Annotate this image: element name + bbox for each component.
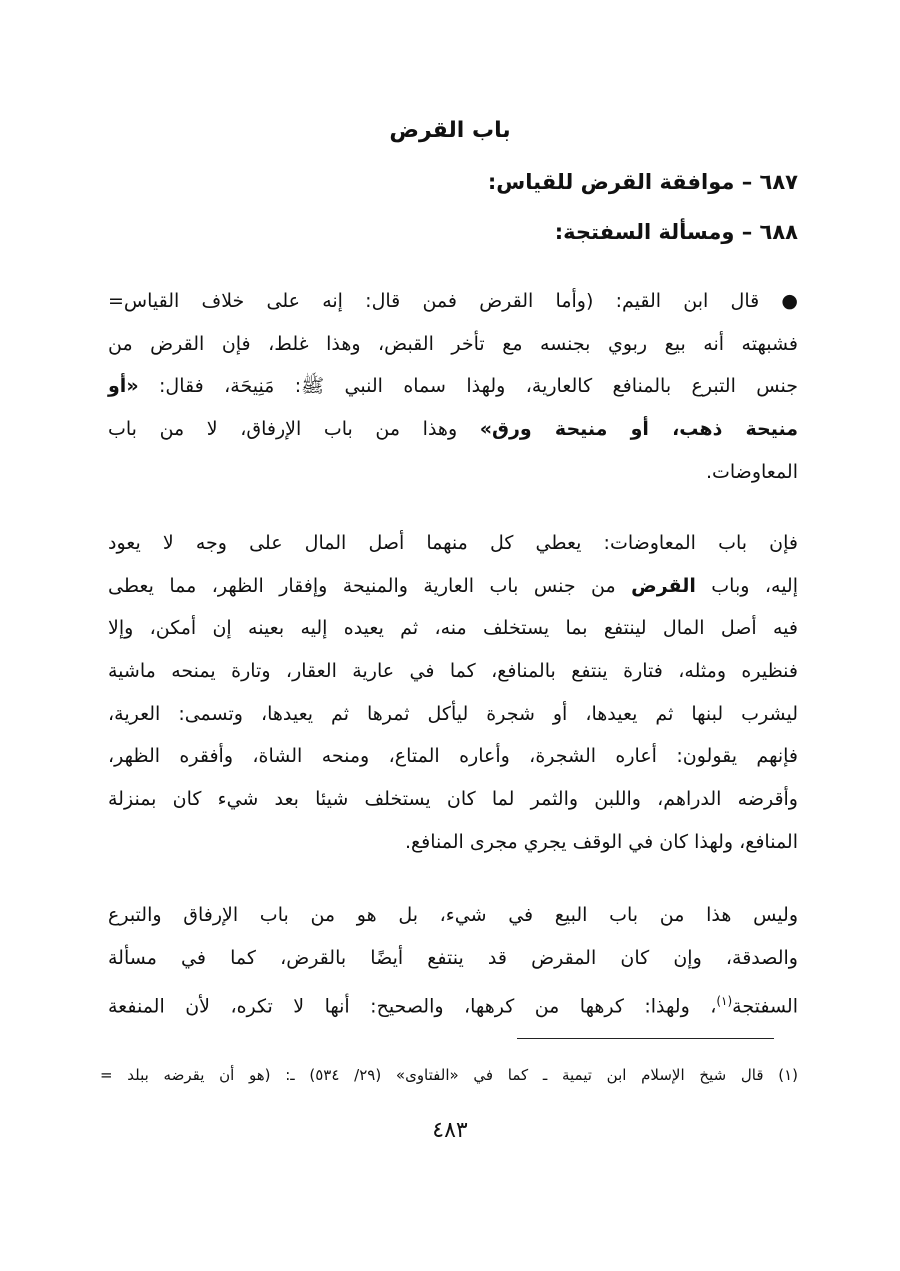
text-segment: المعاوضات. <box>705 461 798 483</box>
text-segment: ليشرب لبنها ثم يعيدها، أو شجرة ليأكل ثمرها ثم يعيدها، وتسمى: العرية، <box>108 703 798 725</box>
paragraph-2-line <box>108 528 798 558</box>
text-segment: فيه أصل المال لينتفع بما يستخلف منه، ثم يعيده إليه بعينه إن أمكن، وإلا <box>108 617 798 639</box>
paragraph-1-line <box>108 414 798 444</box>
text-segment: وأقرضه الدراهم، واللبن والثمر لما كان يستخلف شيئا بعد شيء كان بمنزلة <box>108 788 798 810</box>
paragraph-3-line <box>108 943 798 973</box>
paragraph-3-line <box>108 986 798 1021</box>
paragraph-1-line <box>108 286 798 316</box>
text-segment: ، ولهذا: كرهها من كرهها، والصحيح: أنها لا تكره، لأن المنفعة <box>108 995 717 1018</box>
paragraph-2-line <box>108 613 798 643</box>
text-segment: وليس هذا من باب البيع في شيء، بل هو من باب الإرفاق والتبرع <box>108 904 798 926</box>
section-heading-687: ٦٨٧ – موافقة القرض للقياس: <box>487 170 798 194</box>
section-heading-688: ٦٨٨ – ومسألة السفتجة: <box>554 220 798 244</box>
bold-text: منيحة ذهب، أو منيحة ورق» <box>479 418 799 440</box>
paragraph-2-line <box>108 656 798 686</box>
footnote-ref: (١) <box>716 994 733 1008</box>
text-segment: ● قال ابن القيم: (وأما القرض فمن قال: إنه على خلاف القياس= <box>108 290 798 312</box>
text-segment: المنافع، ولهذا كان في الوقف يجري مجرى المنافع. <box>404 831 798 853</box>
text-segment: فإنهم يقولون: أعاره الشجرة، وأعاره المتاع، ومنحه الشاة، وأفقره الظهر، <box>108 745 798 767</box>
page-number: ٤٨٣ <box>432 1118 468 1143</box>
text-segment: فإن باب المعاوضات: يعطي كل منهما أصل المال على وجه لا يعود <box>108 532 798 554</box>
paragraph-3-line <box>108 900 798 930</box>
paragraph-2-line <box>108 571 798 601</box>
footnote: (١) قال شيخ الإسلام ابن تيمية ـ كما في «الفتاوى» (٢٩/ ٥٣٤) ـ: (هو أن يقرضه ببلد = <box>100 1066 799 1084</box>
bold-text: القرض <box>631 575 696 597</box>
text-segment: فشبهته أنه بيع ربوي بجنسه مع تأخر القبض، وهذا غلط، فإن القرض من <box>108 333 798 355</box>
text-segment: فنظيره ومثله، فتارة ينتفع بالمنافع، كما في عارية العقار، وتارة يمنحه ماشية <box>108 660 798 682</box>
paragraph-1-line <box>108 457 798 487</box>
text-segment: إليه، وباب <box>695 575 799 597</box>
text-segment: من جنس باب العارية والمنيحة وإفقار الظهر، مما يعطى <box>108 575 632 597</box>
paragraph-1-line <box>108 329 798 359</box>
text-segment: السفتجة <box>732 995 798 1018</box>
paragraph-2-line <box>108 741 798 771</box>
paragraph-2-line <box>108 699 798 729</box>
bold-text: «أو <box>108 375 139 397</box>
text-segment: والصدقة، وإن كان المقرض قد ينتفع أيضًا بالقرض، كما في مسألة <box>108 947 798 969</box>
paragraph-2-line <box>108 827 798 857</box>
chapter-title: باب القرض <box>389 118 511 143</box>
footnote-divider <box>517 1038 774 1039</box>
text-segment: جنس التبرع بالمنافع كالعارية، ولهذا سماه النبي ﷺ: مَنِيحَة، فقال: <box>138 375 798 397</box>
paragraph-1-line <box>108 371 798 401</box>
paragraph-2-line <box>108 784 798 814</box>
text-segment: وهذا من باب الإرفاق، لا من باب <box>108 418 480 440</box>
